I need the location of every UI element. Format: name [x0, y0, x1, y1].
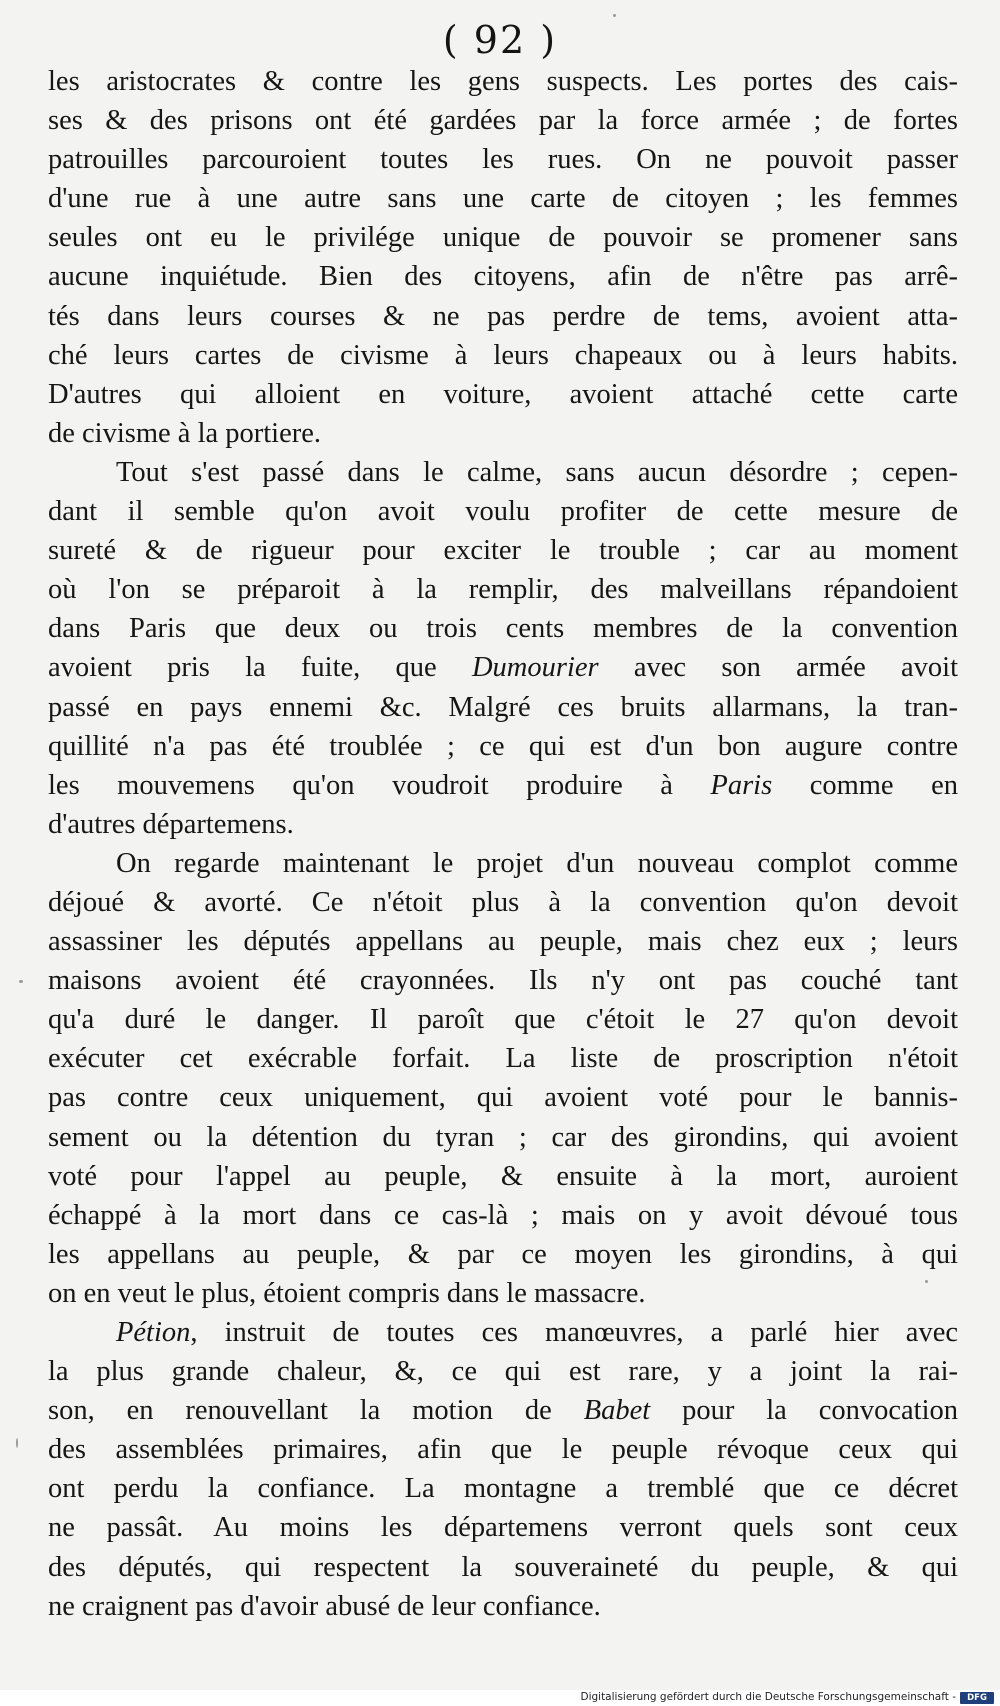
text-line: des assemblées primaires, afin que le peuple révoque ceux qui [48, 1434, 958, 1466]
text-line: sement ou la détention du tyran ; car des girondins, qui avoient [48, 1121, 958, 1153]
text-line: les appellans au peuple, & par ce moyen les girondins, à qui [48, 1238, 958, 1270]
text-line: d'autres départemens. [48, 808, 294, 840]
text-line: ne craignent pas d'avoir abusé de leur confiance. [48, 1590, 601, 1622]
text-line: les mouvemens qu'on voudroit produire à Paris comme en [48, 769, 958, 801]
text-line: qu'a duré le danger. Il paroît que c'étoit le 27 qu'on devoit [48, 1004, 958, 1036]
text-line: passé en pays ennemi &c. Malgré ces bruits allarmans, la tran- [48, 691, 958, 723]
text-line: ne passât. Au moins les départemens verront quels sont ceux [48, 1512, 958, 1544]
text-line: échappé à la mort dans ce cas-là ; mais on y avoit dévoué tous [48, 1199, 958, 1231]
text-line: d'une rue à une autre sans une carte de citoyen ; les femmes [48, 183, 958, 215]
text-line: seules ont eu le privilége unique de pouvoir se promener sans [48, 222, 958, 254]
body-text [48, 62, 958, 1626]
text-line: dans Paris que deux ou trois cents membres de la convention [48, 613, 958, 645]
text-line: tés dans leurs courses & ne pas perdre de tems, avoient atta- [48, 300, 958, 332]
text-line: aucune inquiétude. Bien des citoyens, afin de n'être pas arrê- [48, 261, 958, 293]
text-line: dant il semble qu'on avoit voulu profiter de cette mesure de [48, 496, 958, 528]
text-line: ont perdu la confiance. La montagne a tremblé que ce décret [48, 1473, 958, 1505]
text-line: les aristocrates & contre les gens suspects. Les portes des cais- [48, 66, 958, 97]
text-line: quillité n'a pas été troublée ; ce qui est d'un bon augure contre [48, 730, 958, 762]
page-number: ( 92 ) [442, 18, 558, 62]
scan-speck [16, 1438, 18, 1448]
text-line: des députés, qui respectent la souveraineté du peuple, & qui [48, 1551, 958, 1583]
text-line: maisons avoient été crayonnées. Ils n'y ont pas couché tant [48, 965, 958, 997]
text-line: ché leurs cartes de civisme à leurs chapeaux ou à leurs habits. [48, 339, 958, 371]
footer-bar [0, 1690, 1000, 1706]
text-line: assassiner les députés appellans au peuple, mais chez eux ; leurs [48, 926, 958, 958]
text-line: son, en renouvellant la motion de Babet pour la convocation [48, 1395, 958, 1427]
text-line: patrouilles parcouroient toutes les rues. On ne pouvoit passer [48, 144, 958, 176]
text-line: avoient pris la fuite, que Dumourier avec son armée avoit [48, 652, 958, 684]
dfg-logo: DFG [960, 1692, 994, 1704]
text-line: sureté & de rigueur pour exciter le trouble ; car au moment [48, 535, 958, 567]
text-line: ses & des prisons ont été gardées par la force armée ; de fortes [48, 105, 958, 137]
text-line: On regarde maintenant le projet d'un nouveau complot comme [116, 847, 958, 879]
text-line: pas contre ceux uniquement, qui avoient voté pour le bannis- [48, 1082, 958, 1114]
text-line: de civisme à la portiere. [48, 417, 322, 449]
text-line: on en veut le plus, étoient compris dans le massacre. [48, 1277, 646, 1309]
text-line: exécuter cet exécrable forfait. La liste de proscription n'étoit [48, 1043, 958, 1075]
text-line: la plus grande chaleur, &, ce qui est rare, y a joint la rai- [48, 1356, 958, 1388]
scan-speck [19, 980, 23, 983]
text-line: D'autres qui alloient en voiture, avoient attaché cette carte [48, 378, 958, 410]
text-line: voté pour l'appel au peuple, & ensuite à la mort, auroient [48, 1160, 958, 1192]
text-line: déjoué & avorté. Ce n'étoit plus à la convention qu'on devoit [48, 886, 958, 918]
scan-speck [613, 14, 616, 17]
text-line: Tout s'est passé dans le calme, sans aucun désordre ; cepen- [116, 456, 958, 488]
text-line: Pétion, instruit de toutes ces manœuvres, a parlé hier avec [116, 1317, 958, 1348]
text-line: où l'on se préparoit à la remplir, des malveillans répandoient [48, 574, 958, 606]
scan-speck [925, 1280, 928, 1283]
digitization-credit: Digitalisierung gefördert durch die Deutsche Forschungsgemeinschaft - [580, 1691, 956, 1703]
